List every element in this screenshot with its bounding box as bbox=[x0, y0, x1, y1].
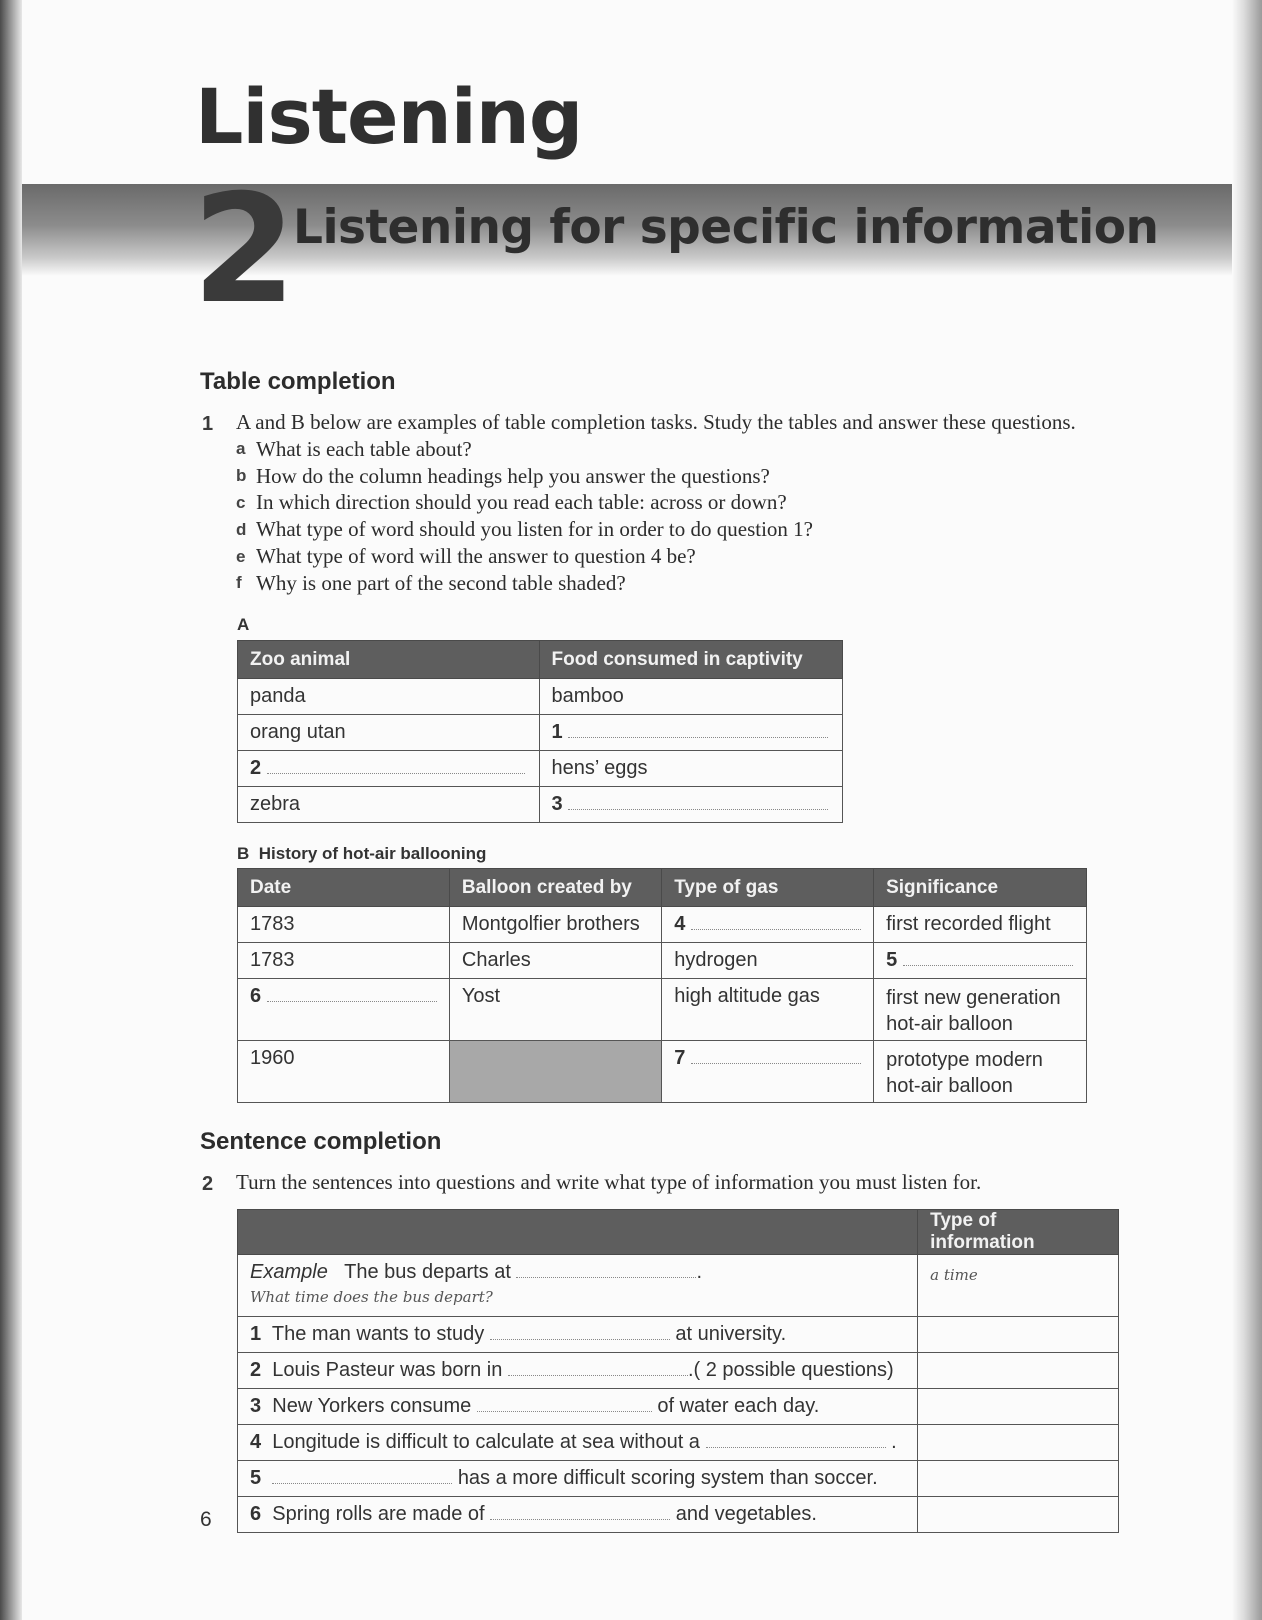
blank-line[interactable] bbox=[706, 1447, 886, 1448]
table-cell: first new generation hot-air balloon bbox=[874, 979, 1087, 1041]
blank-number: 2 bbox=[250, 757, 262, 779]
sub-question-text: What type of word should you listen for in order to do question 1? bbox=[256, 517, 813, 542]
blank-number: 3 bbox=[551, 793, 563, 815]
sentence-cell bbox=[238, 1317, 918, 1353]
example-type-cell bbox=[918, 1255, 1119, 1317]
table-cell: bamboo bbox=[539, 679, 843, 715]
blank-line[interactable] bbox=[477, 1411, 652, 1412]
page-edge-shadow bbox=[0, 0, 22, 1620]
chapter-title: Listening for specific information bbox=[293, 200, 1159, 255]
blank-number: 1 bbox=[551, 721, 563, 743]
type-answer-cell[interactable] bbox=[918, 1389, 1119, 1425]
table-cell: 1783 bbox=[238, 907, 450, 943]
table-row bbox=[238, 1041, 1087, 1103]
blank-line bbox=[903, 965, 1073, 966]
type-answer-cell[interactable] bbox=[918, 1425, 1119, 1461]
table-completion-heading: Table completion bbox=[200, 368, 396, 395]
table-b-header: Type of gas bbox=[662, 869, 874, 907]
sub-question-letter: d bbox=[236, 519, 247, 539]
table-b-header: Date bbox=[238, 869, 450, 907]
blank-line[interactable] bbox=[508, 1375, 688, 1376]
blank-number: 7 bbox=[674, 1047, 686, 1069]
table-cell: Yost bbox=[449, 979, 661, 1041]
sub-question-letter: a bbox=[236, 439, 246, 459]
sub-question-letter: b bbox=[236, 466, 247, 486]
table-row bbox=[238, 751, 843, 787]
sentence-after: . bbox=[891, 1431, 897, 1453]
blank-number: 6 bbox=[250, 985, 262, 1007]
sub-question-text: How do the column headings help you answer the questions? bbox=[256, 463, 770, 488]
sub-question bbox=[236, 436, 813, 463]
sub-question bbox=[236, 570, 813, 597]
sub-question bbox=[236, 516, 813, 543]
table-row bbox=[238, 679, 843, 715]
answer-blank[interactable] bbox=[662, 1041, 874, 1103]
blank-line[interactable] bbox=[490, 1339, 670, 1340]
sentence-completion-heading: Sentence completion bbox=[200, 1128, 442, 1155]
table-row bbox=[238, 1425, 1119, 1461]
shaded-cell bbox=[449, 1041, 661, 1103]
table-cell: prototype modern hot-air balloon bbox=[874, 1041, 1087, 1103]
example-end: . bbox=[696, 1261, 703, 1283]
sentence-before: The man wants to study bbox=[271, 1323, 485, 1345]
sentence-before: Spring rolls are made of bbox=[272, 1503, 485, 1525]
answer-blank[interactable] bbox=[238, 751, 540, 787]
example-label: Example bbox=[250, 1261, 328, 1283]
sub-question-letter: c bbox=[236, 492, 246, 512]
table-cell: 1960 bbox=[238, 1041, 450, 1103]
handwritten-answer: What time does the bus depart? bbox=[250, 1288, 493, 1306]
table-a-header: Food consumed in captivity bbox=[539, 641, 843, 679]
table-row bbox=[238, 715, 843, 751]
answer-blank[interactable] bbox=[539, 715, 843, 751]
sentence-after: of water each day. bbox=[657, 1395, 820, 1417]
table-cell: Montgolfier brothers bbox=[449, 907, 661, 943]
table-a-header: Zoo animal bbox=[238, 641, 540, 679]
example-row bbox=[238, 1255, 1119, 1317]
table-cell: hens’ eggs bbox=[539, 751, 843, 787]
sentence-number: 2 bbox=[250, 1359, 262, 1381]
table-cell: 1783 bbox=[238, 943, 450, 979]
table-row bbox=[238, 943, 1087, 979]
sentence-number: 3 bbox=[250, 1395, 262, 1417]
table-cell: hydrogen bbox=[662, 943, 874, 979]
table-row bbox=[238, 787, 843, 823]
sentence-table-header-blank bbox=[238, 1210, 918, 1255]
blank-line bbox=[691, 1063, 861, 1064]
example-text: The bus departs at bbox=[344, 1261, 511, 1283]
table-cell: high altitude gas bbox=[662, 979, 874, 1041]
table-row bbox=[238, 1317, 1119, 1353]
sentence-number: 1 bbox=[250, 1323, 262, 1345]
table-row bbox=[238, 907, 1087, 943]
page-number: 6 bbox=[200, 1508, 212, 1531]
table-a-label: A bbox=[237, 615, 250, 634]
sentence-number: 4 bbox=[250, 1431, 262, 1453]
question-number: 1 bbox=[202, 413, 214, 435]
blank-line bbox=[568, 737, 828, 738]
sentence-after: has a more difficult scoring system than soccer. bbox=[457, 1467, 878, 1489]
sentence-before: New Yorkers consume bbox=[272, 1395, 472, 1417]
type-answer-cell[interactable] bbox=[918, 1461, 1119, 1497]
table-row bbox=[238, 1389, 1119, 1425]
blank-line[interactable] bbox=[272, 1483, 452, 1484]
sub-question-text: What type of word will the answer to question 4 be? bbox=[256, 544, 696, 569]
answer-blank[interactable] bbox=[238, 979, 450, 1041]
sub-question bbox=[236, 490, 813, 517]
blank-line[interactable] bbox=[490, 1519, 670, 1520]
sub-question bbox=[236, 463, 813, 490]
answer-blank[interactable] bbox=[662, 907, 874, 943]
sub-question-text: In which direction should you read each table: across or down? bbox=[256, 490, 787, 515]
sub-question-text: What is each table about? bbox=[256, 436, 472, 461]
sub-question-text: Why is one part of the second table shaded? bbox=[256, 570, 626, 595]
sentence-cell bbox=[238, 1461, 918, 1497]
table-row bbox=[238, 979, 1087, 1041]
table-cell: zebra bbox=[238, 787, 540, 823]
table-b bbox=[237, 868, 1087, 1103]
sentence-before: Louis Pasteur was born in bbox=[272, 1359, 503, 1381]
table-cell: orang utan bbox=[238, 715, 540, 751]
table-b-letter: B bbox=[237, 844, 250, 863]
sentence-table bbox=[237, 1209, 1119, 1533]
sub-question bbox=[236, 543, 813, 570]
chapter-number: 2 bbox=[192, 163, 297, 337]
blank-line bbox=[267, 1001, 437, 1002]
sentence-before: Longitude is difficult to calculate at sea without a bbox=[272, 1431, 700, 1453]
blank-line bbox=[691, 929, 861, 930]
blank-line bbox=[267, 773, 525, 774]
table-cell: Charles bbox=[449, 943, 661, 979]
sub-question-letter: e bbox=[236, 546, 246, 566]
table-b-title: History of hot-air ballooning bbox=[258, 844, 487, 863]
question-text: Turn the sentences into questions and write what type of information you must listen for. bbox=[236, 1170, 982, 1194]
blank-line bbox=[568, 809, 828, 810]
section-title: Listening bbox=[195, 72, 583, 161]
table-cell: panda bbox=[238, 679, 540, 715]
page-edge-shadow-right bbox=[1232, 0, 1262, 1620]
table-row bbox=[238, 1353, 1119, 1389]
table-row bbox=[238, 1497, 1119, 1533]
sentence-number: 6 bbox=[250, 1503, 262, 1525]
type-answer-cell[interactable] bbox=[918, 1497, 1119, 1533]
example-cell bbox=[238, 1255, 918, 1317]
answer-blank[interactable] bbox=[539, 787, 843, 823]
sentence-after: and vegetables. bbox=[675, 1503, 817, 1525]
sentence-cell bbox=[238, 1425, 918, 1461]
sentence-cell bbox=[238, 1353, 918, 1389]
table-cell: first recorded flight bbox=[874, 907, 1087, 943]
blank-number: 4 bbox=[674, 913, 686, 935]
blank-line bbox=[516, 1277, 696, 1278]
table-b-header: Balloon created by bbox=[449, 869, 661, 907]
sentence-table-header: Type of information bbox=[918, 1210, 1119, 1255]
sentence-after: at university. bbox=[675, 1323, 787, 1345]
question-text: A and B below are examples of table completion tasks. Study the tables and answer these questions. bbox=[236, 410, 1076, 434]
type-answer-cell[interactable] bbox=[918, 1353, 1119, 1389]
blank-number: 5 bbox=[886, 949, 898, 971]
handwritten-type: a time bbox=[930, 1266, 978, 1284]
sub-question-letter: f bbox=[236, 573, 242, 593]
table-row bbox=[238, 1461, 1119, 1497]
sub-question-list bbox=[236, 436, 813, 597]
question-number: 2 bbox=[202, 1173, 214, 1195]
sentence-number: 5 bbox=[250, 1467, 262, 1489]
table-a bbox=[237, 640, 843, 823]
table-b-header: Significance bbox=[874, 869, 1087, 907]
answer-blank[interactable] bbox=[874, 943, 1087, 979]
sentence-after: .( 2 possible questions) bbox=[687, 1359, 894, 1381]
table-b-label bbox=[237, 844, 486, 864]
sentence-cell bbox=[238, 1497, 918, 1533]
sentence-cell bbox=[238, 1389, 918, 1425]
type-answer-cell[interactable] bbox=[918, 1317, 1119, 1353]
